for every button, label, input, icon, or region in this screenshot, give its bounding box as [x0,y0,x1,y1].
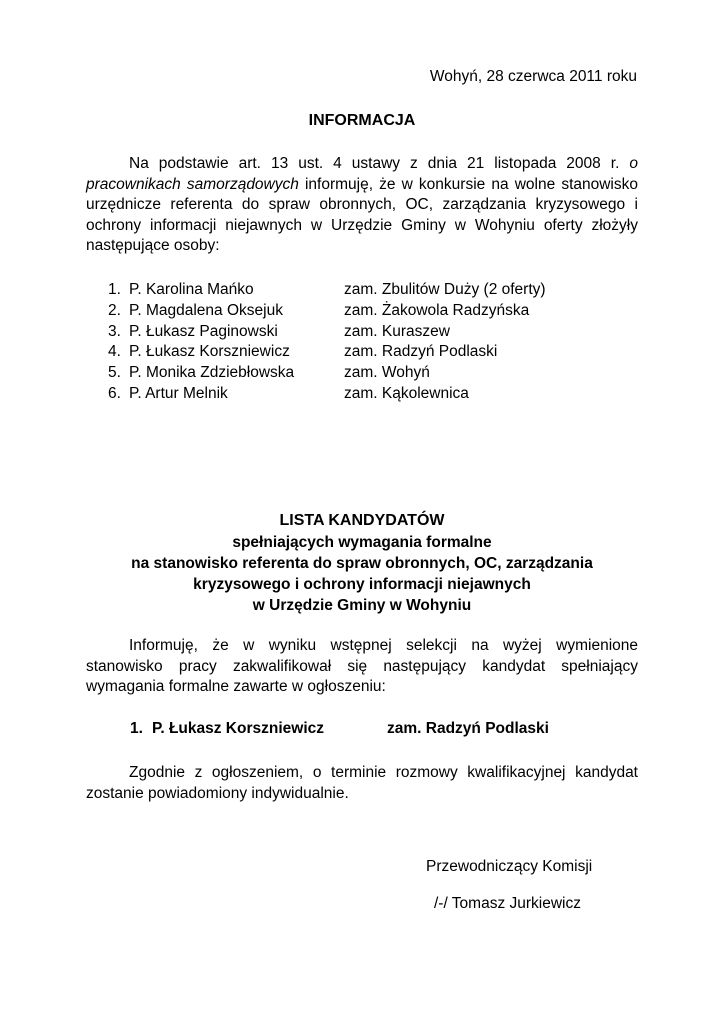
list-item-address: zam. Zbulitów Duży (2 oferty) [344,281,546,298]
intro-text-part2: informuję, że w konkursie na wolne stanowisko urzędnicze referenta do spraw obronnych, OC, zarządzania kryzysowego i ochrony informacji niejawnych w Urzędzie Gminy w Wohyniu oferty złożyły następujące osoby: [86,175,638,255]
document-title: INFORMACJA [308,112,416,129]
list-item-name: P. Łukasz Paginowski [129,322,278,340]
list-item-address: zam. Radzyń Podlaski [344,343,498,361]
applicants-list [108,280,628,405]
list-item [108,322,628,343]
selection-text: Informuję, że w wyniku wstępnej selekcji na wyżej wymienione stanowisko pracy zakwalifikował się następujący kandydat spełniający wymagania formalne zawarte w ogłoszeniu: [86,637,638,696]
list-item-number: 3. [108,322,121,340]
list-item-name: P. Monika Zdziebłowska [129,364,295,382]
candidates-list-subtitle-line: spełniających wymagania formalne [232,534,492,551]
list-item-name: P. Magdalena Oksejuk [129,301,283,319]
closing-text: Zgodnie z ogłoszeniem, o terminie rozmowy kwalifikacyjnej kandydat zostanie powiadomiony indywidualnie. [86,764,638,802]
intro-paragraph [86,154,638,257]
list-item-name: P. Łukasz Korszniewicz [129,343,290,361]
selected-candidate-address: zam. Radzyń Podlaski [387,720,549,737]
intro-text [86,154,638,257]
list-item [108,280,628,301]
selected-candidate [130,720,549,738]
list-item-address: zam. Żakowola Radzyńska [344,301,530,319]
list-item-address: zam. Kąkolewnica [344,384,469,402]
candidates-list-heading [0,510,724,616]
candidates-list-subtitle-line: kryzysowego i ochrony informacji niejawnych [193,576,531,593]
closing-paragraph [86,763,638,804]
intro-text-part1: Na podstawie art. 13 ust. 4 ustawy z dnia 21 listopada 2008 r. [129,155,630,172]
list-item-address: zam. Kuraszew [344,322,450,340]
list-item-number: 6. [108,384,121,402]
selected-candidate-name: P. Łukasz Korszniewicz [152,720,324,737]
list-item-number: 4. [108,343,121,361]
place-date: Wohyń, 28 czerwca 2011 roku [429,68,637,85]
candidates-list-subtitle-line: w Urzędzie Gminy w Wohyniu [252,597,472,614]
list-item-address: zam. Wohyń [344,364,430,382]
list-item [108,301,628,322]
selection-paragraph [86,636,638,698]
signature-role: Przewodniczący Komisji [426,858,593,875]
selected-candidate-number: 1. [130,720,143,737]
list-item-number: 2. [108,301,121,319]
candidates-list-title: LISTA KANDYDATÓW [279,512,445,529]
candidates-list-subtitle-line: na stanowisko referenta do spraw obronnych, OC, zarządzania [131,555,593,572]
list-item-number: 1. [108,281,121,298]
intro-act-title: o pracownikach samorządowych [86,155,638,193]
signature-name: /-/ Tomasz Jurkiewicz [434,895,581,912]
list-item-name: P. Artur Melnik [129,384,228,402]
list-item [108,363,628,384]
list-item [108,342,628,363]
list-item-name: P. Karolina Mańko [129,281,254,298]
list-item [108,384,628,405]
list-item-number: 5. [108,364,121,382]
